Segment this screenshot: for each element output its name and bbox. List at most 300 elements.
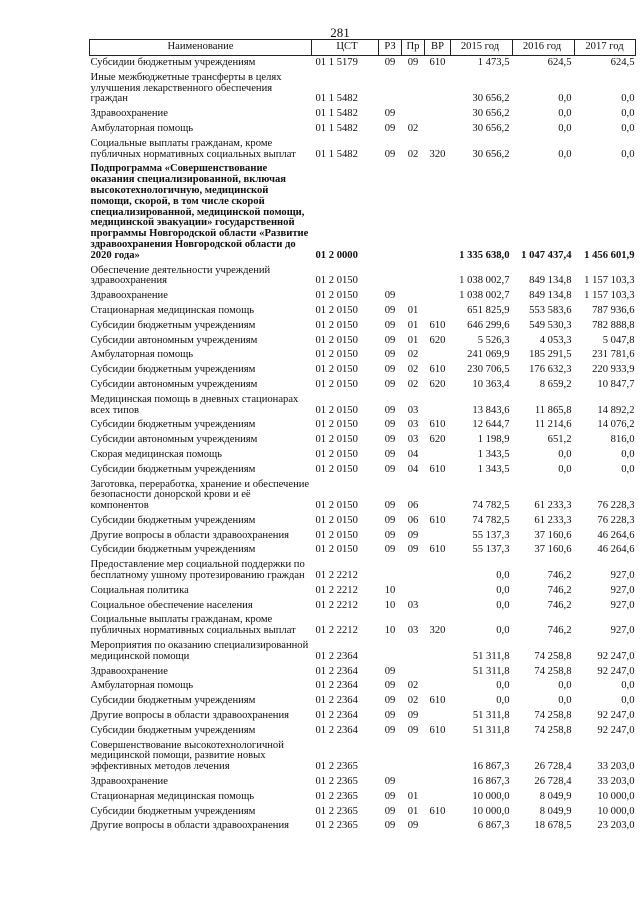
row-value-2016: 37 160,6 xyxy=(534,529,572,541)
row-vr: 620 xyxy=(429,434,446,446)
row-name: Совершенствование высокотехнологичной медицинской помощи, развитие новых эффективных методов лечения xyxy=(90,739,284,773)
row-pr: 02 xyxy=(407,122,419,134)
row-cst: 01 2 0150 xyxy=(315,319,358,331)
table-row xyxy=(90,599,636,614)
row-value-2017: 76 228,3 xyxy=(597,514,635,526)
row-vr xyxy=(425,304,451,319)
row-cst: 01 2 2364 xyxy=(315,680,358,692)
row-cst: 01 2 2364 xyxy=(315,650,358,662)
column-header-vr: ВР xyxy=(425,40,451,56)
row-value-2016: 26 728,4 xyxy=(534,776,572,788)
row-pr: 02 xyxy=(407,148,419,160)
row-value-2017: 92 247,0 xyxy=(597,710,635,722)
table-row xyxy=(90,122,636,137)
row-name: Субсидии автономным учреждениям xyxy=(90,378,258,390)
row-value-2017: 927,0 xyxy=(610,599,635,611)
table-row xyxy=(90,679,636,694)
row-rz: 09 xyxy=(384,378,396,390)
row-value-2016: 176 632,3 xyxy=(529,364,572,376)
row-value-2015: 1 038 002,7 xyxy=(459,290,510,302)
row-value-2017: 76 228,3 xyxy=(597,500,635,512)
row-value-2015: 1 473,5 xyxy=(477,57,510,68)
row-value-2017: 92 247,0 xyxy=(597,724,635,736)
row-cst: 01 2 2212 xyxy=(315,599,358,611)
row-name: Субсидии бюджетным учреждениям xyxy=(90,319,256,331)
row-vr: 610 xyxy=(429,319,446,331)
row-value-2016: 11 214,6 xyxy=(534,419,572,431)
row-name: Субсидии бюджетным учреждениям xyxy=(90,695,256,707)
row-name: Здравоохранение xyxy=(90,290,168,302)
row-value-2015: 74 782,5 xyxy=(472,500,510,512)
row-name: Предоставление мер социальной поддержки по бесплатному ушному протезированию граждан xyxy=(90,559,305,582)
row-rz: 09 xyxy=(384,665,396,677)
table-header xyxy=(90,40,636,56)
row-rz: 09 xyxy=(384,319,396,331)
row-value-2017: 1 157 103,3 xyxy=(584,290,635,302)
row-rz xyxy=(379,558,402,584)
row-cst: 01 1 5482 xyxy=(315,93,358,105)
row-value-2017: 33 203,0 xyxy=(597,761,635,773)
row-value-2016: 549 530,3 xyxy=(529,319,572,331)
row-value-2016: 624,5 xyxy=(547,57,572,68)
row-vr xyxy=(425,264,451,290)
row-value-2015: 30 656,2 xyxy=(472,108,510,120)
table-row xyxy=(90,790,636,805)
row-vr xyxy=(425,709,451,724)
row-value-2015: 0,0 xyxy=(496,695,510,707)
row-value-2016: 74 258,8 xyxy=(534,724,572,736)
row-pr: 09 xyxy=(407,820,419,832)
table-row xyxy=(90,334,636,349)
table-row xyxy=(90,448,636,463)
row-value-2015: 74 782,5 xyxy=(472,514,510,526)
row-value-2015: 51 311,8 xyxy=(472,665,510,677)
row-pr: 02 xyxy=(407,349,419,361)
row-value-2017: 1 456 601,9 xyxy=(584,249,635,261)
row-name: Социальное обеспечение населения xyxy=(90,599,253,611)
table-row xyxy=(90,543,636,558)
column-header-name: Наименование xyxy=(90,40,312,56)
row-value-2015: 0,0 xyxy=(496,599,510,611)
row-value-2017: 0,0 xyxy=(621,680,635,692)
row-value-2015: 30 656,2 xyxy=(472,148,510,160)
row-cst: 01 2 0150 xyxy=(315,275,358,287)
row-pr: 01 xyxy=(407,319,419,331)
row-value-2017: 10 000,0 xyxy=(597,805,635,817)
row-value-2017: 14 076,2 xyxy=(597,419,635,431)
row-name: Заготовка, переработка, хранение и обеспечение безопасности донорской крови и её компонентов xyxy=(90,478,310,512)
row-pr: 03 xyxy=(407,404,419,416)
row-rz: 09 xyxy=(384,364,396,376)
row-pr: 04 xyxy=(407,463,419,475)
row-vr xyxy=(425,107,451,122)
row-pr: 02 xyxy=(407,680,419,692)
column-header-2015: 2015 год xyxy=(451,40,513,56)
row-vr: 320 xyxy=(429,625,446,637)
row-value-2016: 37 160,6 xyxy=(534,544,572,556)
table-row xyxy=(90,433,636,448)
table-row xyxy=(90,529,636,544)
row-cst: 01 2 2365 xyxy=(315,805,358,817)
table-row xyxy=(90,584,636,599)
row-pr xyxy=(402,739,425,775)
row-value-2017: 14 892,2 xyxy=(597,404,635,416)
row-value-2017: 5 047,8 xyxy=(602,334,635,346)
row-rz: 10 xyxy=(384,625,396,637)
row-value-2016: 553 583,6 xyxy=(529,304,572,316)
row-pr: 03 xyxy=(407,625,419,637)
row-value-2017: 782 888,8 xyxy=(592,319,635,331)
column-header-pr: Пр xyxy=(402,40,425,56)
row-value-2017: 0,0 xyxy=(621,695,635,707)
table-row xyxy=(90,56,636,71)
column-header-2017: 2017 год xyxy=(575,40,636,56)
row-pr: 06 xyxy=(407,514,419,526)
row-value-2016: 651,2 xyxy=(547,434,572,446)
row-pr: 03 xyxy=(407,599,419,611)
page-number: 281 xyxy=(330,25,350,40)
row-value-2016: 4 053,3 xyxy=(539,334,572,346)
row-vr: 610 xyxy=(429,695,446,707)
row-pr xyxy=(402,775,425,790)
row-pr xyxy=(402,289,425,304)
row-rz: 09 xyxy=(384,434,396,446)
row-value-2017: 0,0 xyxy=(621,108,635,120)
row-vr: 610 xyxy=(429,463,446,475)
row-rz xyxy=(379,162,402,263)
row-rz: 09 xyxy=(384,57,396,68)
row-cst: 01 2 0150 xyxy=(315,544,358,556)
row-cst: 01 2 0150 xyxy=(315,529,358,541)
row-value-2017: 1 157 103,3 xyxy=(584,275,635,287)
row-pr xyxy=(402,665,425,680)
row-name: Стационарная медицинская помощь xyxy=(90,304,255,316)
row-name: Обеспечение деятельности учреждений здравоохранения xyxy=(90,264,271,287)
table-row xyxy=(90,304,636,319)
row-name: Субсидии бюджетным учреждениям xyxy=(90,724,256,736)
row-value-2015: 1 198,9 xyxy=(477,434,510,446)
row-vr: 610 xyxy=(429,544,446,556)
row-value-2016: 26 728,4 xyxy=(534,761,572,773)
row-name: Социальная политика xyxy=(90,584,189,596)
row-name: Амбулаторная помощь xyxy=(90,349,194,361)
row-vr xyxy=(425,529,451,544)
row-value-2017: 0,0 xyxy=(621,122,635,134)
row-pr: 01 xyxy=(407,790,419,802)
table-row xyxy=(90,639,636,665)
row-cst: 01 2 2364 xyxy=(315,665,358,677)
row-value-2016: 74 258,8 xyxy=(534,710,572,722)
row-vr xyxy=(425,393,451,419)
row-value-2016: 746,2 xyxy=(547,599,572,611)
table-row xyxy=(90,264,636,290)
row-value-2015: 230 706,5 xyxy=(467,364,510,376)
row-rz: 09 xyxy=(384,448,396,460)
row-value-2015: 51 311,8 xyxy=(472,724,510,736)
row-vr: 610 xyxy=(429,724,446,736)
row-value-2016: 0,0 xyxy=(558,463,572,475)
row-value-2015: 5 526,3 xyxy=(477,334,510,346)
row-value-2016: 746,2 xyxy=(547,570,572,582)
table-row xyxy=(90,724,636,739)
row-cst: 01 2 2364 xyxy=(315,710,358,722)
table-row xyxy=(90,709,636,724)
row-pr: 01 xyxy=(407,334,419,346)
row-value-2015: 1 343,5 xyxy=(477,463,510,475)
row-value-2016: 746,2 xyxy=(547,625,572,637)
row-vr xyxy=(425,162,451,263)
row-rz: 09 xyxy=(384,290,396,302)
table-row xyxy=(90,319,636,334)
row-cst: 01 2 2365 xyxy=(315,776,358,788)
row-name: Медицинская помощь в дневных стационарах всех типов xyxy=(90,393,299,416)
row-rz: 09 xyxy=(384,724,396,736)
row-value-2015: 10 000,0 xyxy=(472,790,510,802)
row-cst: 01 2 2212 xyxy=(315,625,358,637)
row-rz: 09 xyxy=(384,529,396,541)
table-row xyxy=(90,107,636,122)
row-cst: 01 2 0150 xyxy=(315,364,358,376)
row-pr: 09 xyxy=(407,57,419,68)
row-name: Субсидии бюджетным учреждениям xyxy=(90,544,256,556)
table-row xyxy=(90,478,636,514)
row-value-2016: 0,0 xyxy=(558,148,572,160)
row-name: Скорая медицинская помощь xyxy=(90,448,222,460)
row-value-2017: 624,5 xyxy=(610,57,635,68)
row-pr xyxy=(402,107,425,122)
row-cst: 01 2 0150 xyxy=(315,463,358,475)
row-pr xyxy=(402,264,425,290)
table-row xyxy=(90,137,636,163)
row-pr: 01 xyxy=(407,805,419,817)
row-vr: 620 xyxy=(429,334,446,346)
row-pr xyxy=(402,162,425,263)
row-value-2015: 12 644,7 xyxy=(472,419,510,431)
row-value-2016: 185 291,5 xyxy=(529,349,572,361)
row-pr xyxy=(402,639,425,665)
row-vr xyxy=(425,679,451,694)
row-cst: 01 2 0150 xyxy=(315,514,358,526)
column-header-cst: ЦСТ xyxy=(312,40,379,56)
row-value-2015: 241 069,9 xyxy=(467,349,510,361)
row-value-2015: 55 137,3 xyxy=(472,544,510,556)
row-pr xyxy=(402,584,425,599)
row-cst: 01 2 2365 xyxy=(315,820,358,832)
row-value-2015: 30 656,2 xyxy=(472,122,510,134)
row-cst: 01 2 0150 xyxy=(315,334,358,346)
row-vr xyxy=(425,122,451,137)
row-rz xyxy=(379,639,402,665)
column-header-2016: 2016 год xyxy=(513,40,575,56)
row-name: Социальные выплаты гражданам, кроме публичных нормативных социальных выплат xyxy=(90,614,296,637)
row-vr xyxy=(425,558,451,584)
row-value-2016: 0,0 xyxy=(558,122,572,134)
column-header-rz: РЗ xyxy=(379,40,402,56)
row-name: Субсидии автономным учреждениям xyxy=(90,334,258,346)
row-value-2015: 1 343,5 xyxy=(477,448,510,460)
row-rz: 09 xyxy=(384,514,396,526)
table-row xyxy=(90,378,636,393)
row-value-2015: 16 867,3 xyxy=(472,776,510,788)
row-value-2015: 0,0 xyxy=(496,584,510,596)
row-pr: 09 xyxy=(407,724,419,736)
row-rz xyxy=(379,739,402,775)
row-value-2016: 746,2 xyxy=(547,584,572,596)
table-row xyxy=(90,694,636,709)
table-row xyxy=(90,805,636,820)
row-pr: 03 xyxy=(407,434,419,446)
table-row xyxy=(90,348,636,363)
row-name: Субсидии автономным учреждениям xyxy=(90,434,258,446)
row-value-2017: 231 781,6 xyxy=(592,349,635,361)
table-row xyxy=(90,162,636,263)
row-pr: 03 xyxy=(407,419,419,431)
row-value-2016: 11 865,8 xyxy=(534,404,572,416)
row-cst: 01 2 0150 xyxy=(315,349,358,361)
row-value-2017: 10 847,7 xyxy=(597,378,635,390)
row-value-2017: 927,0 xyxy=(610,625,635,637)
table-row xyxy=(90,393,636,419)
row-value-2016: 849 134,8 xyxy=(529,275,572,287)
row-rz: 09 xyxy=(384,304,396,316)
row-vr: 610 xyxy=(429,57,446,68)
row-vr xyxy=(425,584,451,599)
row-cst: 01 1 5482 xyxy=(315,108,358,120)
row-name: Здравоохранение xyxy=(90,776,168,788)
row-rz: 10 xyxy=(384,599,396,611)
row-value-2017: 816,0 xyxy=(610,434,635,446)
table-row xyxy=(90,363,636,378)
row-value-2015: 55 137,3 xyxy=(472,529,510,541)
row-rz: 09 xyxy=(384,695,396,707)
row-name: Другие вопросы в области здравоохранения xyxy=(90,710,289,722)
row-pr: 02 xyxy=(407,378,419,390)
row-name: Субсидии бюджетным учреждениям xyxy=(90,419,256,431)
row-value-2015: 0,0 xyxy=(496,625,510,637)
row-cst: 01 2 0150 xyxy=(315,500,358,512)
row-name: Стационарная медицинская помощь xyxy=(90,790,255,802)
row-value-2017: 92 247,0 xyxy=(597,650,635,662)
row-name: Субсидии бюджетным учреждениям xyxy=(90,805,256,817)
table-row xyxy=(90,613,636,639)
row-name: Субсидии бюджетным учреждениям xyxy=(90,57,256,68)
row-cst: 01 2 2212 xyxy=(315,584,358,596)
row-value-2016: 8 659,2 xyxy=(539,378,572,390)
table-row xyxy=(90,819,636,834)
table-row xyxy=(90,665,636,680)
row-pr: 09 xyxy=(407,710,419,722)
row-value-2015: 10 363,4 xyxy=(472,378,510,390)
row-value-2017: 0,0 xyxy=(621,448,635,460)
row-rz: 09 xyxy=(384,108,396,120)
row-name: Амбулаторная помощь xyxy=(90,680,194,692)
row-name: Мероприятия по оказанию специализированной медицинской помощи xyxy=(90,640,309,662)
row-cst: 01 2 0150 xyxy=(315,404,358,416)
row-rz: 09 xyxy=(384,820,396,832)
row-value-2017: 0,0 xyxy=(621,148,635,160)
table-row xyxy=(90,418,636,433)
row-vr xyxy=(425,599,451,614)
row-name: Иные межбюджетные трансферты в целях улучшения лекарственного обеспечения граждан xyxy=(90,71,282,105)
row-rz: 09 xyxy=(384,710,396,722)
row-rz: 09 xyxy=(384,419,396,431)
row-name: Другие вопросы в области здравоохранения xyxy=(90,820,289,832)
row-vr: 610 xyxy=(429,805,446,817)
row-vr xyxy=(425,448,451,463)
row-pr: 06 xyxy=(407,500,419,512)
row-value-2016: 0,0 xyxy=(558,695,572,707)
row-rz: 09 xyxy=(384,544,396,556)
row-name: Подпрограмма «Совершенствование оказания специализированной, включая высокотехнологичную, медицинской помощи, скорой, в том числе скорой специализированной, медицинской помощи, медицинской эвакуации» государственной программы Новгородской области «Развитие здравоохранения Новгородской области до 2020 года» xyxy=(90,163,309,261)
row-cst: 01 2 0150 xyxy=(315,448,358,460)
row-vr xyxy=(425,819,451,834)
row-cst: 01 2 0150 xyxy=(315,434,358,446)
row-value-2015: 30 656,2 xyxy=(472,93,510,105)
row-rz: 09 xyxy=(384,790,396,802)
row-value-2015: 51 311,8 xyxy=(472,710,510,722)
row-value-2016: 0,0 xyxy=(558,108,572,120)
row-pr: 02 xyxy=(407,695,419,707)
row-value-2017: 927,0 xyxy=(610,584,635,596)
row-cst: 01 2 2212 xyxy=(315,570,358,582)
header-row xyxy=(90,40,636,56)
row-value-2017: 0,0 xyxy=(621,93,635,105)
row-vr: 320 xyxy=(429,148,446,160)
row-rz: 09 xyxy=(384,500,396,512)
row-value-2016: 849 134,8 xyxy=(529,290,572,302)
row-value-2016: 18 678,5 xyxy=(534,820,572,832)
row-cst: 01 2 2365 xyxy=(315,790,358,802)
row-value-2016: 8 049,9 xyxy=(539,790,572,802)
row-value-2015: 646 299,6 xyxy=(467,319,510,331)
table-row xyxy=(90,463,636,478)
row-rz: 09 xyxy=(384,776,396,788)
row-pr: 09 xyxy=(407,544,419,556)
row-cst: 01 2 0150 xyxy=(315,378,358,390)
row-value-2016: 0,0 xyxy=(558,93,572,105)
row-vr xyxy=(425,639,451,665)
row-value-2015: 10 000,0 xyxy=(472,805,510,817)
row-value-2017: 46 264,6 xyxy=(597,529,635,541)
row-rz: 09 xyxy=(384,349,396,361)
row-pr: 01 xyxy=(407,304,419,316)
row-value-2016: 61 233,3 xyxy=(534,500,572,512)
row-vr: 620 xyxy=(429,378,446,390)
row-vr xyxy=(425,71,451,107)
row-rz: 09 xyxy=(384,680,396,692)
row-rz: 10 xyxy=(384,584,396,596)
row-rz xyxy=(379,71,402,107)
row-name: Субсидии бюджетным учреждениям xyxy=(90,514,256,526)
table-row xyxy=(90,71,636,107)
row-cst: 01 1 5482 xyxy=(315,122,358,134)
row-cst: 01 2 2365 xyxy=(315,761,358,773)
row-value-2017: 927,0 xyxy=(610,570,635,582)
row-value-2015: 6 867,3 xyxy=(477,820,510,832)
row-value-2016: 1 047 437,4 xyxy=(521,249,572,261)
row-pr xyxy=(402,71,425,107)
row-value-2016: 0,0 xyxy=(558,448,572,460)
row-name: Здравоохранение xyxy=(90,108,168,120)
row-pr: 04 xyxy=(407,448,419,460)
row-cst: 01 1 5482 xyxy=(315,148,358,160)
row-vr: 610 xyxy=(429,419,446,431)
table-row xyxy=(90,775,636,790)
row-rz: 09 xyxy=(384,334,396,346)
row-rz: 09 xyxy=(384,463,396,475)
row-vr xyxy=(425,790,451,805)
row-vr xyxy=(425,775,451,790)
